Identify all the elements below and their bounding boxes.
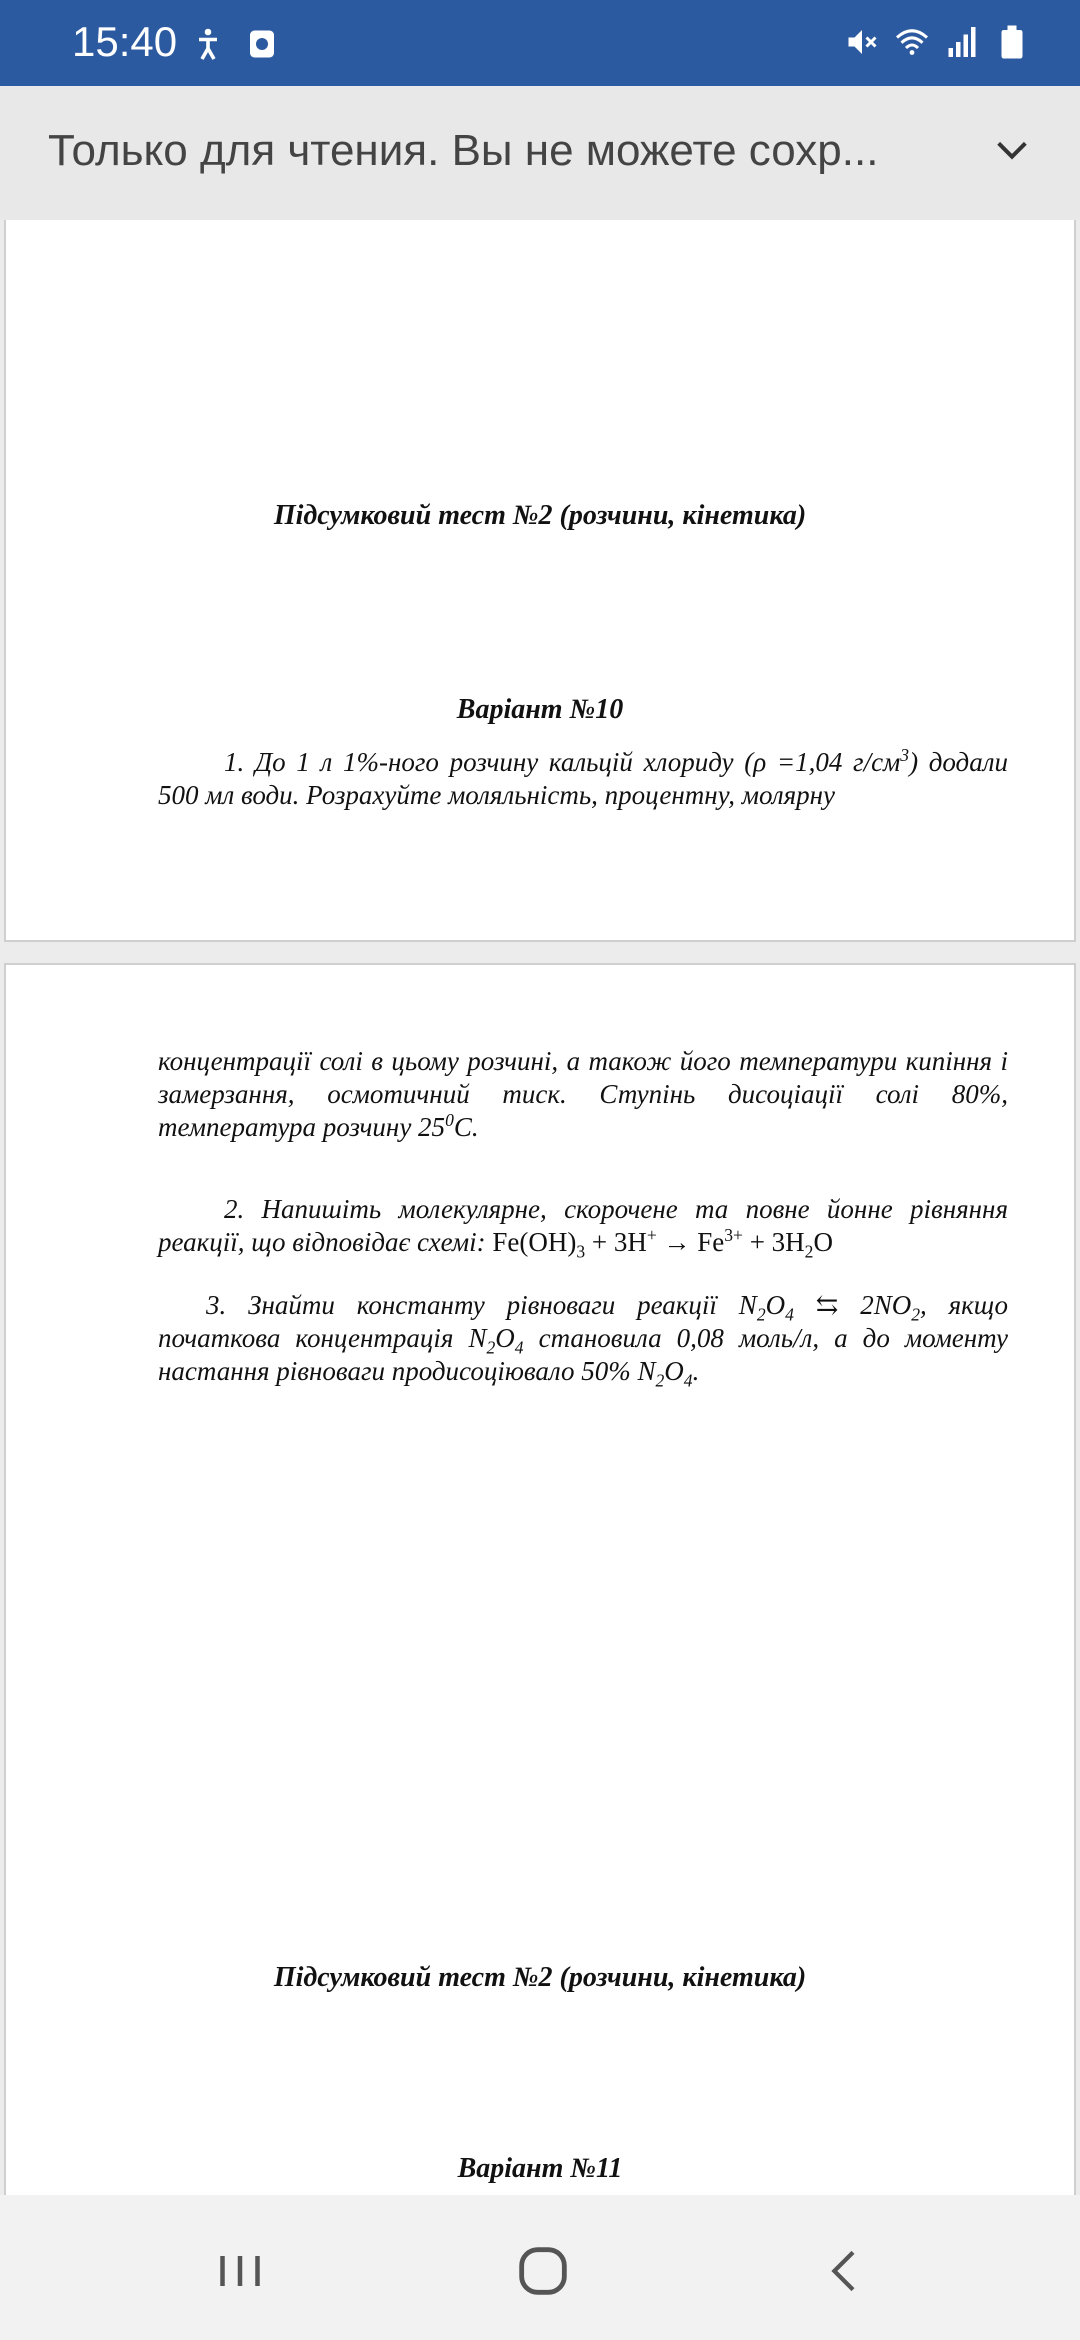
- home-icon: [511, 2239, 575, 2303]
- reaction-scheme: $Fe(OH)_3 + 3H^+ \to Fe^{3+} + 3H_2O$: [492, 1225, 833, 1262]
- readonly-banner[interactable]: [0, 86, 1080, 220]
- wifi-icon: [894, 24, 930, 60]
- test-title-2: Підсумковий тест №2 (розчини, кінетика): [273, 1962, 807, 1993]
- notification-icon: [244, 26, 280, 62]
- battery-icon: [994, 24, 1030, 60]
- question-1: 1. До 1 л 1%-ного розчину кальцій хлориду (ρ =1,04 $г/см^3$) додали 500 мл води. Розрахуйте моляльність, процентну, молярну: [158, 745, 1008, 810]
- mute-icon: [844, 24, 880, 60]
- question-2: 2. Напишіть молекулярне, скорочене та повне йонне рівняння реакції, що відповідає схемі: $Fe(OH)_3 + 3H^+ \to Fe^{3+} + 3H_2O$: [158, 1194, 1008, 1262]
- variant-title-2: Варіант №11: [457, 2153, 623, 2184]
- navigation-bar: [0, 2195, 1080, 2340]
- readonly-banner-text: Только для чтения. Вы не можете сохр...: [48, 126, 879, 175]
- question-3: 3. Знайти константу рівноваги реакції $N_2O_4$ ⇆ $2NO_2$, якщо початкова концентрація $N_2O_4$ становила 0,08 моль/л, а до моменту настання рівноваги продисоціювало 50% $N_2O_4$.: [158, 1290, 1008, 1391]
- document-viewer[interactable]: [0, 220, 1080, 2195]
- status-time: 15:40: [72, 18, 178, 65]
- accessibility-icon: [190, 26, 226, 62]
- back-icon: [818, 2243, 874, 2299]
- chevron-down-icon[interactable]: [984, 122, 1040, 178]
- status-bar: [0, 0, 1080, 86]
- test-title: Підсумковий тест №2 (розчини, кінетика): [273, 500, 807, 531]
- signal-icon: [944, 24, 980, 60]
- document-page-2: [4, 963, 1076, 2195]
- recent-apps-icon: [210, 2241, 270, 2301]
- recent-apps-button[interactable]: [200, 2231, 280, 2311]
- variant-title: Варіант №10: [456, 694, 624, 725]
- question-1-continued: концентрації солі в цьому розчині, а також його температури кипіння і замерзання, осмотичний тиск. Ступінь дисоціації солі 80%, температура розчину $25^0С$.: [158, 1046, 1008, 1142]
- home-button[interactable]: [503, 2231, 583, 2311]
- document-page-1: [4, 220, 1076, 942]
- back-button[interactable]: [806, 2231, 886, 2311]
